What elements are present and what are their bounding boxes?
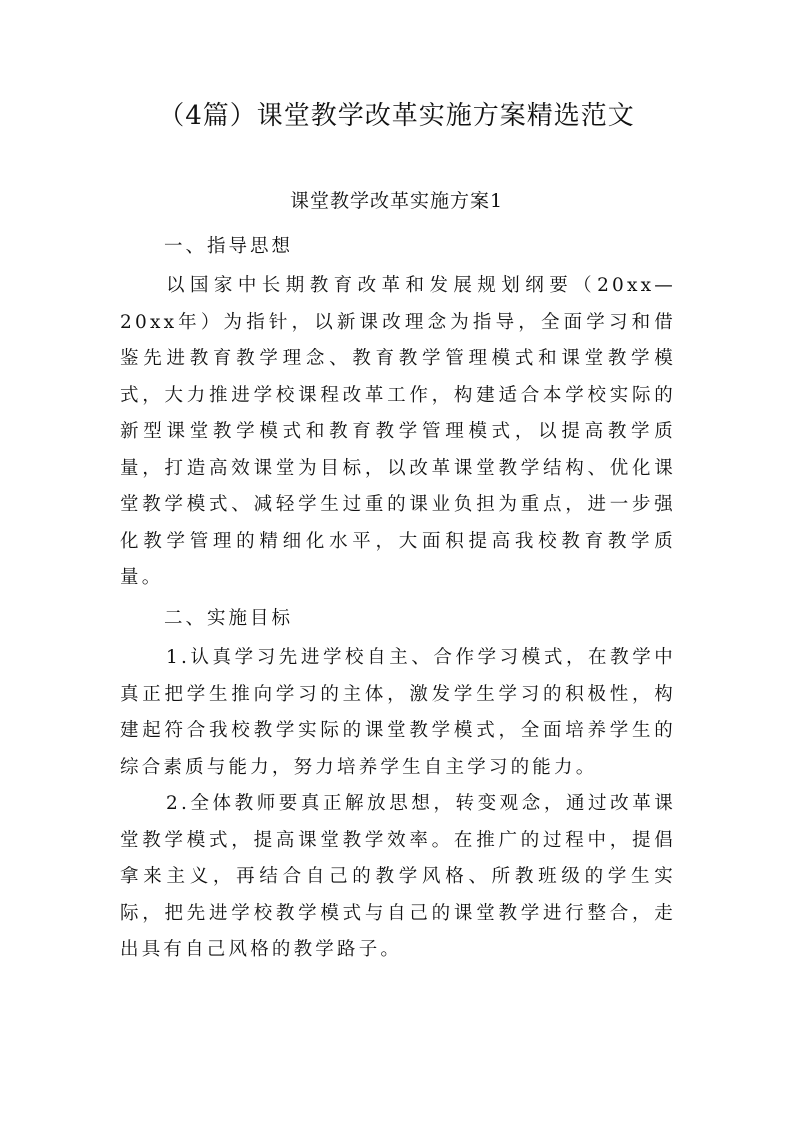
document-title: （4篇）课堂教学改革实施方案精选范文 [158,101,635,131]
section-subtitle: 课堂教学改革实施方案1 [289,190,504,212]
paragraph: 1.认真学习先进学校自主、合作学习模式，在教学中真正把学生推向学习的主体，激发学生学习的积极性，构建起符合我校教学实际的课堂教学模式，全面培养学生的综合素质与能力，努力培养学生自主学习的能力。 [120,647,676,778]
section-heading-guiding-ideology: 一、指导思想 [164,236,294,257]
section-body-guiding-ideology [120,268,676,597]
paragraph: 2.全体教师要真正解放思想，转变观念，通过改革课堂教学模式，提高课堂教学效率。在推广的过程中，提倡拿来主义，再结合自己的教学风格、所教班级的学生实际，把先进学校教学模式与自己的课堂教学进行整合，走出具有自己风格的教学路子。 [120,793,676,960]
section-body-implementation-goals [120,640,676,969]
paragraph: 以国家中长期教育改革和发展规划纲要（20xx—20xx年）为指针，以新课改理念为指导，全面学习和借鉴先进教育教学理念、教育教学管理模式和课堂教学模式，大力推进学校课程改革工作，构建适合本学校实际的新型课堂教学模式和教育教学管理模式，以提高教学质量，打造高效课堂为目标，以改革课堂教学结构、优化课堂教学模式、减轻学生过重的课业负担为重点，进一步强化教学管理的精细化水平，大面积提高我校教育教学质量。 [120,275,676,588]
section-heading-implementation-goals: 二、实施目标 [164,608,294,629]
